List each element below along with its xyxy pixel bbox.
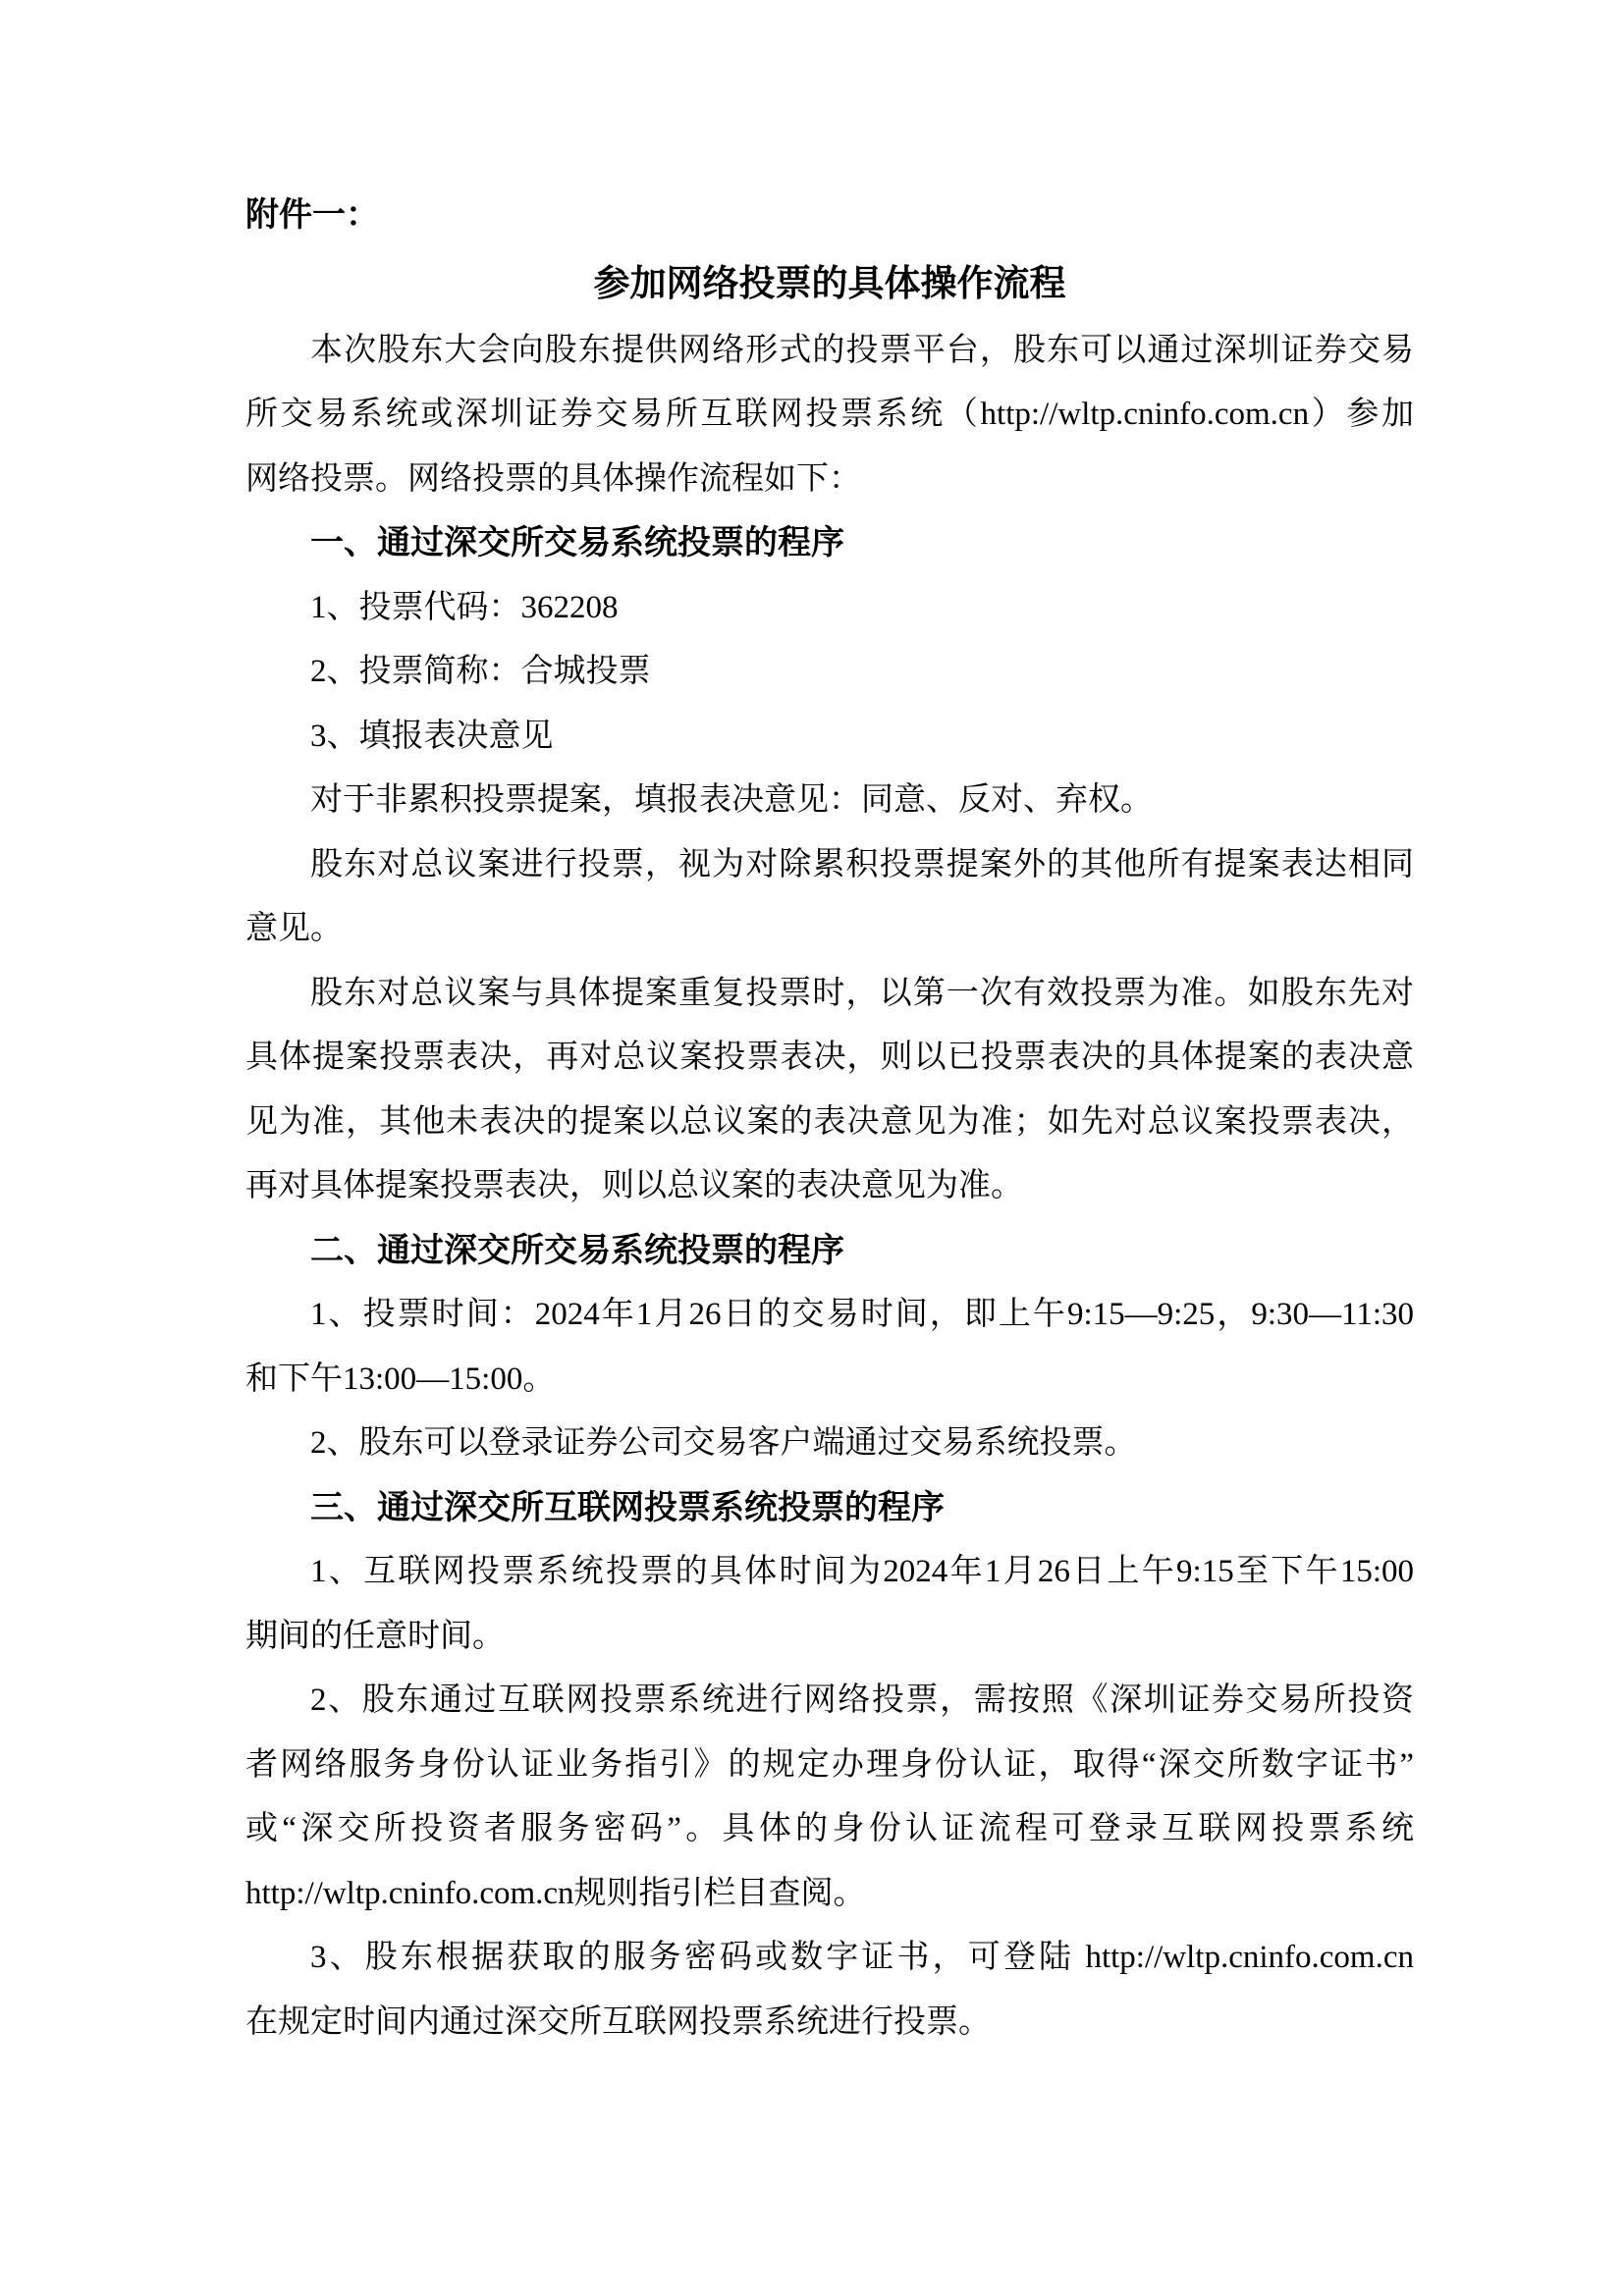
section-heading (245, 1219, 1414, 1284)
doc-line: 1、投票代码：362208 (310, 589, 619, 625)
doc-line: 3、填报表决意见 (310, 718, 554, 754)
paragraph (245, 833, 1414, 962)
doc-line: 具体提案投票表决，再对总议案投票表决，则以已投票表决的具体提案的表决意 (245, 1040, 1414, 1075)
paragraph (245, 1669, 1414, 1926)
paragraph (245, 1926, 1414, 2055)
doc-line: 和下午13:00—15:00。 (245, 1361, 556, 1397)
paragraph (245, 962, 1414, 1219)
doc-line: 2、股东通过互联网投票系统进行网络投票，需按照《深圳证券交易所投资 (310, 1682, 1414, 1718)
section-heading (245, 511, 1414, 576)
doc-line: http://wltp.cninfo.com.cn规则指引栏目查阅。 (245, 1875, 866, 1911)
doc-line: 二、通过深交所交易系统投票的程序 (310, 1231, 844, 1269)
paragraph (245, 576, 1414, 641)
doc-line: 或“深交所投资者服务密码”。具体的身份认证流程可登录互联网投票系统 (245, 1811, 1414, 1846)
doc-line: 股东对总议案进行投票，视为对除累积投票提案外的其他所有提案表达相同 (310, 846, 1414, 882)
doc-line: 三、通过深交所互联网投票系统投票的程序 (310, 1488, 945, 1526)
paragraph (245, 319, 1414, 512)
doc-line: 期间的任意时间。 (245, 1618, 505, 1654)
doc-line: 者网络服务身份认证业务指引》的规定办理身份认证，取得“深交所数字证书” (245, 1746, 1414, 1783)
paragraph (245, 1283, 1414, 1412)
doc-line: 本次股东大会向股东提供网络形式的投票平台，股东可以通过深圳证券交易 (310, 332, 1414, 368)
doc-line: 2、股东可以登录证券公司交易客户端通过交易系统投票。 (310, 1425, 1137, 1461)
attachment-label: 附件一： (245, 196, 379, 234)
doc-line: 1、投票时间：2024年1月26日的交易时间，即上午9:15—9:25，9:30—11:30 (310, 1297, 1414, 1332)
paragraph (245, 1412, 1414, 1476)
doc-line: 所交易系统或深圳证券交易所互联网投票系统（http://wltp.cninfo.com.cn）参加 (245, 397, 1414, 432)
doc-line: 3、股东根据获取的服务密码或数字证书，可登陆 http://wltp.cninfo.com.cn (310, 1940, 1414, 1975)
doc-line: 意见。 (245, 911, 343, 946)
document-blocks (245, 319, 1414, 2056)
doc-line: 网络投票。网络投票的具体操作流程如下： (245, 460, 861, 497)
section-heading (245, 1476, 1414, 1541)
paragraph (245, 705, 1414, 770)
doc-line: 股东对总议案与具体提案重复投票时，以第一次有效投票为准。如股东先对 (310, 975, 1414, 1011)
paragraph (245, 1540, 1414, 1669)
paragraph (245, 769, 1414, 833)
document-content (245, 184, 1414, 2055)
doc-line: 再对具体提案投票表决，则以总议案的表决意见为准。 (245, 1168, 1023, 1203)
paragraph (245, 640, 1414, 705)
doc-line: 见为准，其他未表决的提案以总议案的表决意见为准；如先对总议案投票表决， (245, 1103, 1414, 1140)
doc-line: 对于非累积投票提案，填报表决意见：同意、反对、弃权。 (310, 782, 1153, 818)
doc-line: 1、互联网投票系统投票的具体时间为2024年1月26日上午9:15至下午15:00 (310, 1554, 1414, 1589)
document-title: 参加网络投票的具体操作流程 (593, 262, 1066, 303)
doc-line: 一、通过深交所交易系统投票的程序 (310, 524, 844, 561)
doc-line: 2、投票简称：合城投票 (310, 654, 651, 689)
doc-line: 在规定时间内通过深交所互联网投票系统进行投票。 (245, 2003, 991, 2040)
